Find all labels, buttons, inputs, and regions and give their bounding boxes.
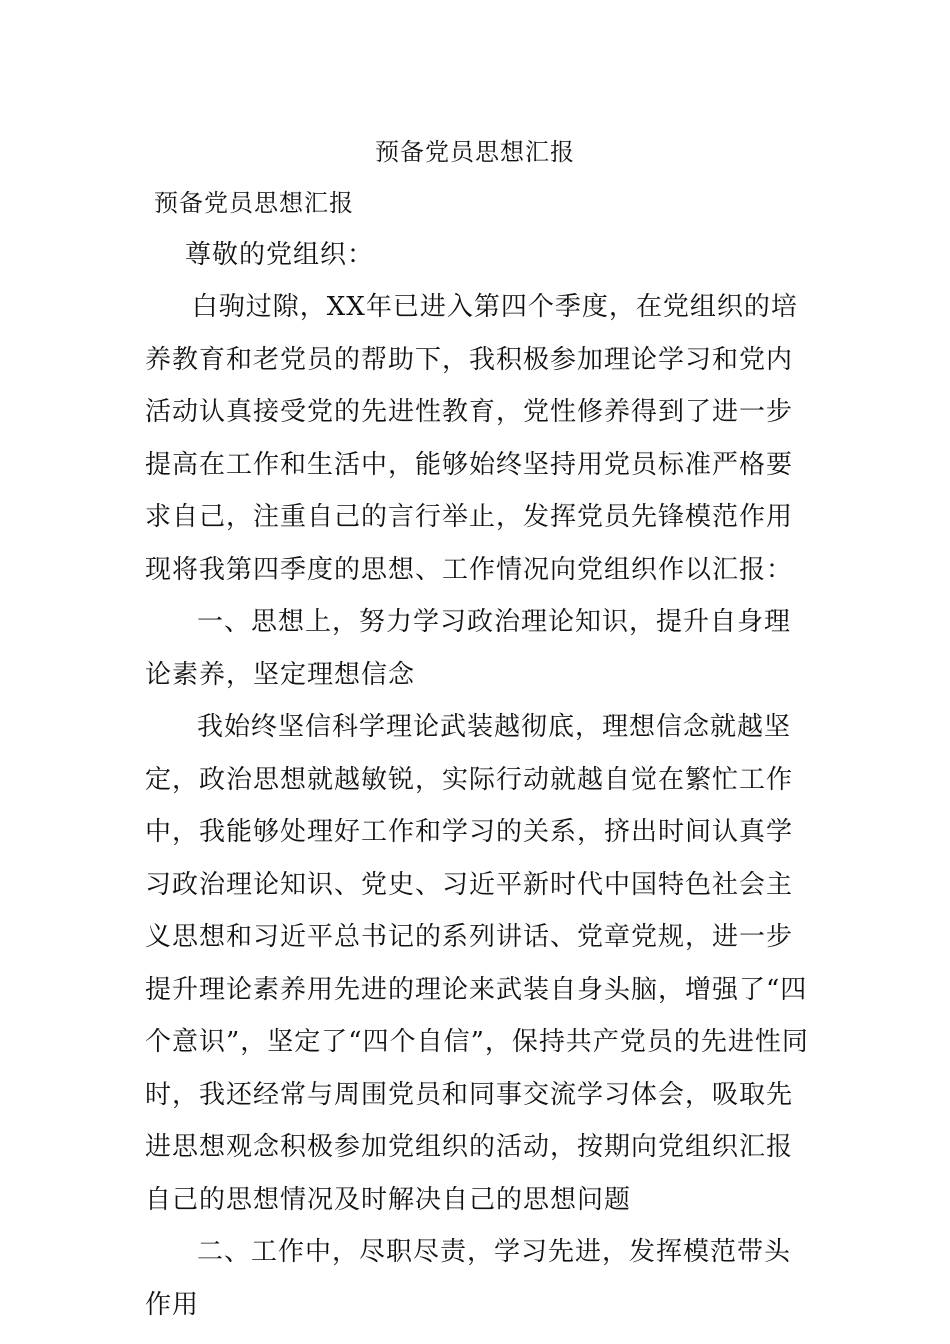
document-body xyxy=(145,183,810,1331)
section-heading-2: 二、工作中，尽职尽责，学习先进，发挥模范带头作用 xyxy=(145,1237,792,1320)
paragraph-intro: 白驹过隙，XX年已进入第四个季度，在党组织的培养教育和老党员的帮助下，我积极参加理论学习和党内活动认真接受党的先进性教育，党性修养得到了进一步提高在工作和生活中，能够始终坚持用党员标准严格要求自己，注重自己的言行举止，发挥党员先锋模范作用现将我第四季度的思想、工作情况向党组织作以汇报： xyxy=(145,292,798,585)
salutation: 尊敬的党组织： xyxy=(185,240,375,270)
document-subtitle: 预备党员思想汇报 xyxy=(154,189,354,217)
page-title: 预备党员思想汇报 xyxy=(375,138,575,166)
section-heading-1: 一、思想上，努力学习政治理论知识，提升自身理论素养，坚定理想信念 xyxy=(145,607,792,690)
paragraph-section-1: 我始终坚信科学理论武装越彻底，理想信念就越坚定，政治思想就越敏锐，实际行动就越自觉在繁忙工作中，我能够处理好工作和学习的关系，挤出时间认真学习政治理论知识、党史、习近平新时代中国特色社会主义思想和习近平总书记的系列讲话、党章党规，进一步提升理论素养用先进的理论来武装自身头脑，增强了“四个意识”，坚定了“四个自信”，保持共产党员的先进性同时，我还经常与周围党员和同事交流学习体会，吸取先进思想观念积极参加党组织的活动，按期向党组织汇报自己的思想情况及时解决自己的思想问题 xyxy=(145,712,809,1215)
